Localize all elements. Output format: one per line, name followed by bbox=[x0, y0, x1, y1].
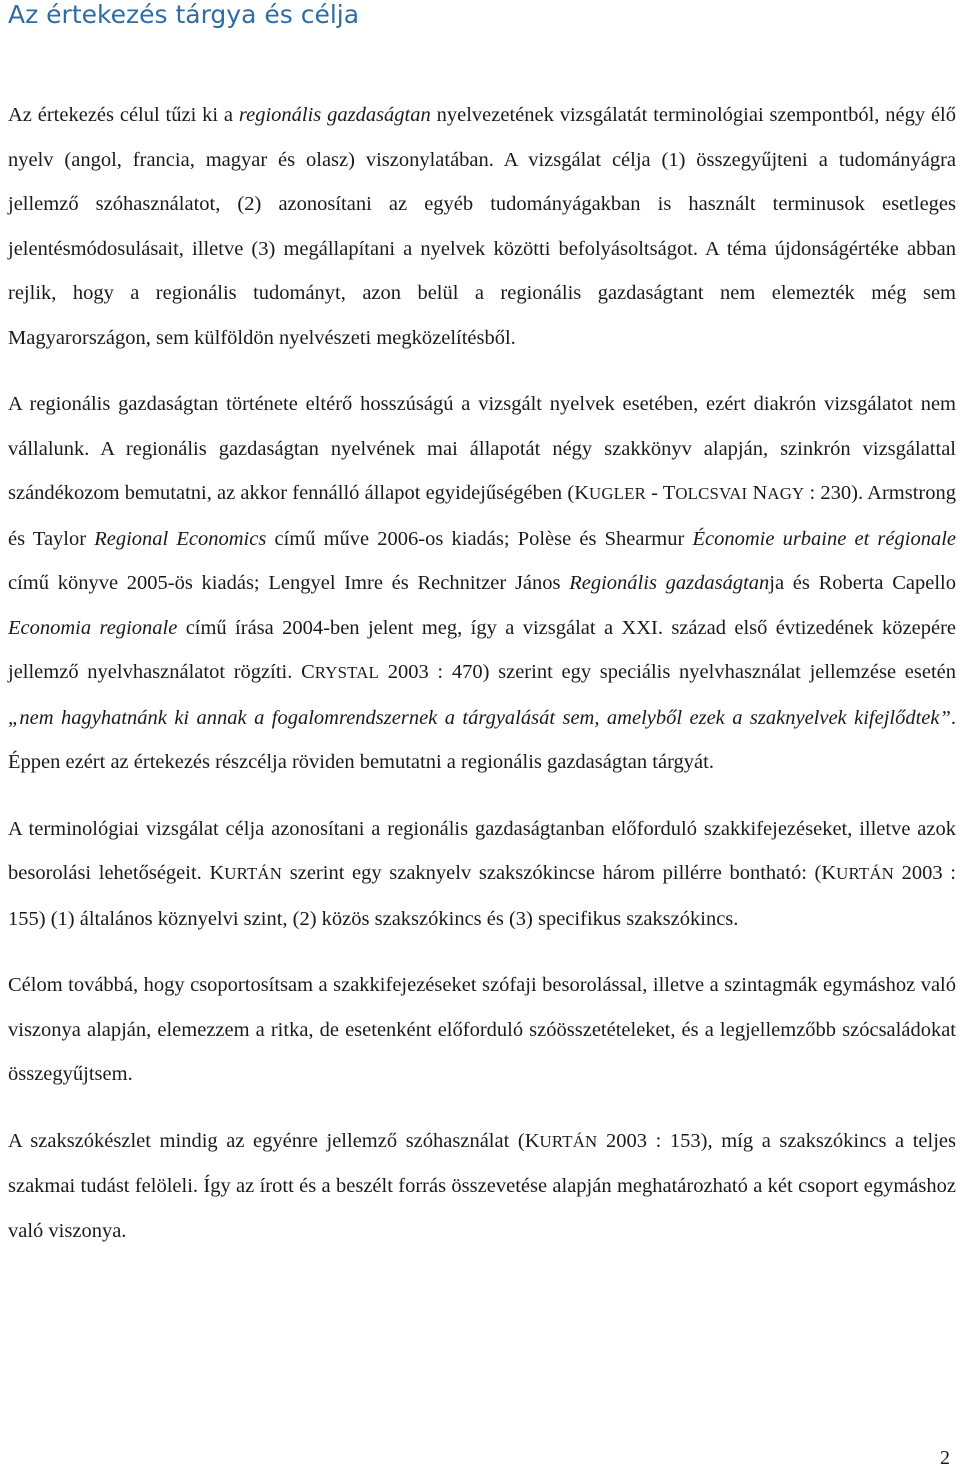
text-run: című műve 2006-os kiadás; Polèse és Shearmur bbox=[266, 527, 693, 550]
paragraph-4: Célom továbbá, hogy csoportosítsam a szakkifejezéseket szófaji besorolással, illetve a szintagmák egymáshoz való viszonya alapján, elemezzem a ritka, de esetenként előforduló szóösszetételeket, és a legjellemzőbb szócsaládokat összegyűjtsem. bbox=[8, 974, 956, 1085]
text-run: A terminológiai vizsgálat célja azonosítani a regionális gazdaságtanban előforduló szakkifejezéseket, illetve azok besorolási lehetőségeit. bbox=[8, 817, 956, 884]
citation-author-initial: C bbox=[301, 661, 315, 683]
citation-author-smallcaps: RYSTAL bbox=[314, 663, 380, 682]
text-run: A regionális gazdaságtan története eltérő hosszúságú a vizsgált nyelvek esetében, ezért diakrón vizsgálatot nem vállalunk. A regionális gazdaságtan nyelvének mai állapotát négy szakkönyv alapján, szinkrón vizsgálattal szándékozom bemutatni, az akkor fennálló állapot egyidejűségében ( bbox=[8, 393, 956, 504]
citation-author-smallcaps: URTÁN bbox=[224, 864, 283, 883]
text-run: ). Armstrong és Taylor bbox=[8, 482, 956, 550]
page-title: Az értekezés tárgya és célja bbox=[8, 0, 360, 29]
text-run: című írása 2004-ben jelent meg, így a vizsgálat a XXI. század első évtizedének közepére jellemző nyelvhasználatot rögzíti. bbox=[8, 616, 956, 683]
book-title: Regional Economics bbox=[94, 527, 267, 550]
citation-separator: - bbox=[645, 482, 663, 504]
book-title: Economia regionale bbox=[8, 616, 178, 639]
citation-author-smallcaps: URTÁN bbox=[539, 1131, 598, 1151]
citation-author-smallcaps: AGY bbox=[767, 484, 805, 503]
body-text bbox=[8, 93, 956, 1275]
citation-author-initial: K bbox=[574, 482, 589, 504]
citation-author-initial: K bbox=[821, 862, 837, 884]
book-title: Économie urbaine et régionale bbox=[692, 527, 956, 550]
text-run: 2003 : 153), míg a szakszókincs a teljes szakmai tudást felöleli. Így az írott és a beszélt forrás összevetése alapján meghatározható a két csoport egymáshoz való viszonya. bbox=[8, 1129, 956, 1242]
citation-page: : 230 bbox=[804, 482, 852, 504]
citation-author-initial: K bbox=[209, 862, 225, 884]
text-run: című könyve 2005-ös kiadás; Lengyel Imre és Rechnitzer János bbox=[8, 572, 570, 594]
paragraph-1 bbox=[8, 93, 956, 360]
page-number: 2 bbox=[940, 1447, 950, 1469]
citation-author-initial: N bbox=[752, 482, 768, 504]
text-run: ja és Roberta Capello bbox=[769, 572, 956, 594]
text-run: 2003 : 155) (1) általános köznyelvi szint, (2) közös szakszókincs és (3) specifikus szakszókincs. bbox=[8, 862, 956, 930]
book-title: Regionális gazdaságtan bbox=[569, 572, 770, 594]
text-run: nyelvezetének vizsgálatát terminológiai szempontból, négy élő nyelv (angol, francia, magyar és olasz) viszonylatában. A vizsgálat célja (1) összegyűjteni a tudományágra jellemző szóhasználatot, (2) azonosítani az egyéb tudományágakban is használt terminusok esetleges jelentésmódosulásait, illetve (3) megállapítani a nyelvek közötti befolyásoltságot. A téma újdonságértéke abban rejlik, hogy a regionális tudományt, azon belül a regionális gazdaságtant nem elemezték még sem Magyarországon, sem külföldön nyelvészeti megközelítésből. bbox=[8, 104, 956, 349]
italic-quote: „nem hagyhatnánk ki annak a fogalomrendszernek a tárgyalását sem, amelyből ezek a szaknyelvek kifejlődtek” bbox=[8, 706, 951, 729]
text-run: szerint egy szaknyelv szakszókincse három pillérre bontható: ( bbox=[282, 862, 822, 884]
text-run: Az értekezés célul tűzi ki a bbox=[8, 104, 239, 126]
paragraph-3 bbox=[8, 807, 956, 942]
citation-author-smallcaps: URTÁN bbox=[836, 864, 895, 883]
citation-author-smallcaps: UGLER bbox=[589, 484, 646, 503]
citation-author-initial: K bbox=[524, 1129, 540, 1152]
text-run: A szakszókészlet mindig az egyénre jellemző szóhasználat ( bbox=[8, 1129, 525, 1152]
paragraph-5 bbox=[8, 1119, 956, 1254]
italic-term: regionális gazdaságtan bbox=[238, 104, 431, 126]
text-run: ) szerint egy speciális nyelvhasználat jellemzése esetén bbox=[482, 661, 956, 683]
paragraph-2 bbox=[8, 382, 956, 785]
citation-author-smallcaps: OLCSVAI bbox=[675, 484, 748, 503]
citation-author-initial: T bbox=[662, 482, 676, 504]
text-run: . Éppen ezért az értekezés részcélja röviden bemutatni a regionális gazdaságtan tárgyát. bbox=[8, 706, 956, 773]
citation-page: 2003 : 470 bbox=[379, 661, 483, 683]
